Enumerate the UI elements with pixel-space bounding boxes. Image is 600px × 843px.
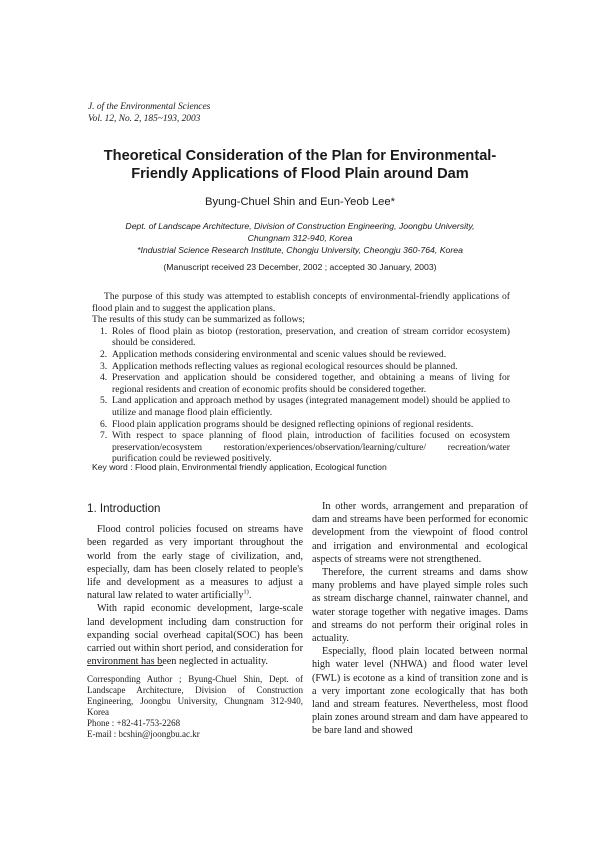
footnote-divider [87, 665, 163, 666]
list-item-number: 3. [100, 360, 108, 372]
right-column [312, 500, 528, 738]
intro-paragraph-1 [87, 523, 303, 602]
intro-paragraph-5: Especially, flood plain located between normal high water level (NHWA) and flood water level (FWL) is ecotone as a kind of transition zone and is a very important zone ecologically that has both land and stream features. Nevertheless, most flood plain zones around stream and dam have appeared to be bare land and showed [312, 646, 528, 737]
list-item-text: Application methods considering environmental and scenic values should be reviewed. [112, 348, 447, 360]
list-item-text: With respect to space planning of flood plain, introduction of facilities focused on ecosystem preservation/ecosystem restoration/experiences/observation/learning/culture/ recreation/water purification could be reviewed positively. [112, 430, 510, 465]
list-item [92, 430, 510, 465]
manuscript-dates: (Manuscript received 23 December, 2002 ; accepted 30 January, 2003) [163, 262, 437, 272]
list-item [92, 395, 510, 418]
paper-title [60, 147, 540, 183]
footnote-email: E-mail : bcshin@joongbu.ac.kr [87, 728, 200, 739]
list-item-number: 1. [100, 325, 108, 337]
author-list: Byung-Chuel Shin and Eun-Yeob Lee* [205, 196, 395, 208]
section-heading: 1. Introduction [87, 502, 161, 515]
footnote-author: Corresponding Author ; Byung-Chuel Shin, Dept. of Landscape Architecture, Division of Construction Engineering, Joongbu University, Chungnam 312-940, Korea [87, 674, 303, 717]
abstract-lead: The results of this study can be summarized as follows; [92, 314, 305, 326]
paragraph-text: Flood control policies focused on streams have been regarded as very important throughout the world from the early stage of civilization, and, especially, dam has been closely related to people's life and development as a measures to adjust a natural law related to water artificially [87, 524, 303, 602]
citation-ref: 1) [243, 588, 249, 596]
title-line-1: Theoretical Consideration of the Plan for Environmental- [103, 148, 497, 164]
abstract-results-list [92, 326, 510, 465]
intro-paragraph-3: In other words, arrangement and preparation of dam and streams have been performed for economic development from the viewpoint of flood control and irrigation and environmental and ecological aspects of streams were not strengthened. [312, 501, 528, 565]
title-line-2: Friendly Applications of Flood Plain around Dam [131, 166, 469, 182]
affiliation-line-2: Chungnam 312-940, Korea [247, 233, 353, 243]
corresponding-author-footnote [87, 674, 303, 739]
list-item-number: 2. [100, 348, 108, 360]
list-item [92, 372, 510, 395]
list-item-text: Land application and approach method by usages (integrated management model) should be applied to utilize and manage flood plain efficiently. [112, 395, 510, 418]
list-item [92, 419, 510, 431]
affiliation-line-1: Dept. of Landscape Architecture, Division of Construction Engineering, Joongbu University, [125, 221, 475, 231]
abstract [92, 291, 510, 465]
list-item-number: 4. [100, 372, 108, 384]
list-item [92, 326, 510, 349]
affiliation-line-3: *Industrial Science Research Institute, Chongju University, Cheongju 360-764, Korea [137, 245, 463, 255]
journal-name: J. of the Environmental Sciences [88, 102, 211, 112]
list-item-text: Application methods reflecting values as regional ecological resources should be planned. [112, 360, 458, 372]
intro-paragraph-2: With rapid economic development, large-scale land development including dam construction for expanding social overhead capital(SOC) has been carried out within short period, and consideration for environment has been neglected in actuality. [87, 603, 303, 668]
abstract-intro: The purpose of this study was attempted to establish concepts of environmental-friendly applications of flood plain and to suggest the application plans. [92, 291, 510, 314]
paragraph-end: . [248, 590, 252, 602]
intro-paragraph-4: Therefore, the current streams and dams show many problems and have played simple roles such as stream discharge channel, rainwater channel, and water storage together with negative images. Dams and streams do not perform their original roles in actuality. [312, 567, 528, 645]
keywords: Key word : Flood plain, Environmental friendly application, Ecological function [92, 462, 387, 472]
affiliations [90, 220, 510, 256]
left-column [87, 500, 303, 668]
list-item-text: Flood plain application programs should be designed reflecting opinions of regional residents. [112, 418, 474, 430]
journal-citation [88, 101, 210, 125]
list-item-number: 7. [100, 430, 108, 442]
list-item-number: 5. [100, 395, 108, 407]
journal-volume: Vol. 12, No. 2, 185~193, 2003 [88, 114, 201, 124]
list-item [92, 361, 510, 373]
list-item [92, 349, 510, 361]
list-item-number: 6. [100, 418, 108, 430]
list-item-text: Roles of flood plain as biotop (restoration, preservation, and creation of stream corridor ecosystem) should be considered. [112, 325, 510, 349]
list-item-text: Preservation and application should be considered together, and obtaining a means of living for regional residents and creation of economic profits should be considered together. [112, 372, 510, 395]
footnote-phone: Phone : +82-41-753-2268 [87, 717, 181, 728]
